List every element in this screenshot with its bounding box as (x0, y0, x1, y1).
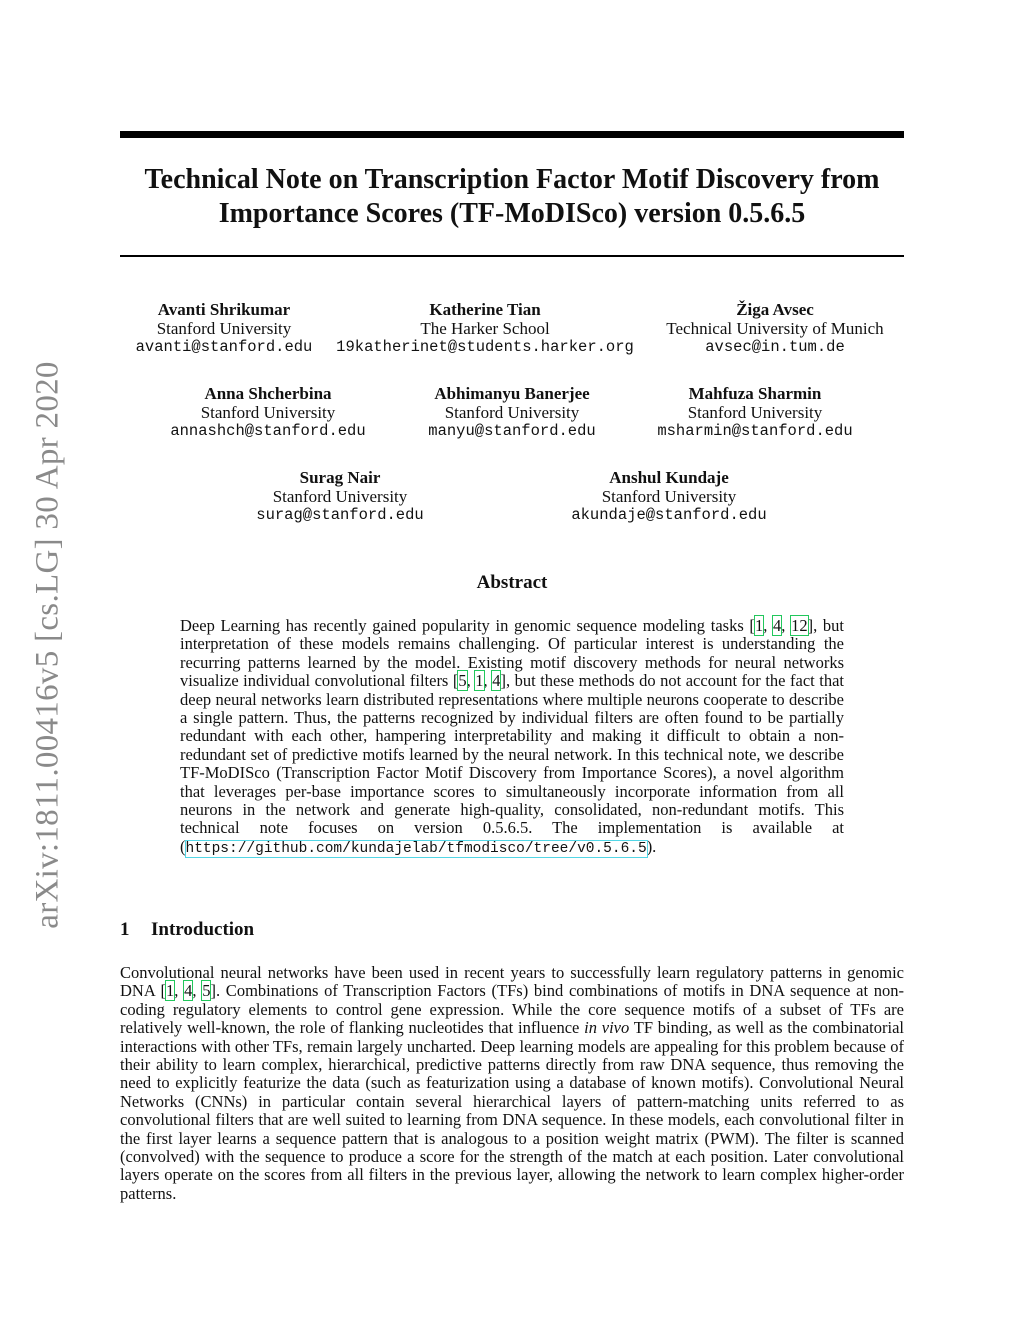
author-email[interactable]: annashch@stanford.edu (170, 422, 366, 440)
author-block (489, 468, 849, 525)
citation-link[interactable]: 1 (475, 671, 484, 691)
citation-separator: , (763, 616, 774, 635)
author-affiliation: Stanford University (272, 487, 408, 506)
author-affiliation: Stanford University (601, 487, 737, 506)
abstract-text-segment: ). (646, 836, 657, 856)
author-name: Katherine Tian (429, 300, 541, 319)
abstract-text-segment: Deep Learning has recently gained popularity in genomic sequence modeling tasks [ (180, 616, 755, 635)
author-email[interactable]: avanti@stanford.edu (135, 338, 313, 356)
citation-separator: , (483, 671, 493, 691)
author-email[interactable]: manyu@stanford.edu (428, 422, 596, 440)
author-name: Mahfuza Sharmin (688, 384, 822, 403)
author-affiliation: Technical University of Munich (666, 319, 884, 338)
author-name: Abhimanyu Banerjee (434, 384, 590, 403)
author-block (575, 384, 935, 441)
abstract-text-segment: ], but these methods do not account for the fact that deep neural networks learn distributed representations where multiple neurons cooperate to describe a single pattern. Thus, the patterns recognized by individual filters are often found to be partially redundant with each other, hampering interpretability and making it difficult to obtain a non-redundant set of predictive motifs learned by the neural network. In this technical note, we describe TF-MoDISco (Transcription Factor Motif Discovery from Importance Scores), a novel algorithm that leverages per-base importance scores to simultaneously incorporate information from all neurons in the network and generate high-quality, consolidated, non-redundant motifs. This technical note focuses on version 0.5.6.5. The implementation is available at ( (180, 671, 844, 856)
title-rule-top (120, 131, 904, 138)
citation-separator: , (466, 671, 476, 691)
author-name: Anna Shcherbina (204, 384, 332, 403)
abstract-text (180, 617, 844, 858)
section-number: 1 (120, 919, 130, 940)
author-affiliation: Stanford University (156, 319, 292, 338)
paper-title: Technical Note on Transcription Factor Motif Discovery from Importance Scores (TF-MoDISco) version 0.5.6.5 (144, 164, 880, 229)
author-name: Avanti Shrikumar (157, 300, 291, 319)
body-text-segment: ]. Combinations of Transcription Factors (TFs) bind combinations of motifs in DNA sequence at non-coding regulatory elements to control gene expression. While the core sequence motifs of a subset of TFs are relatively well-known, the role of flanking nucleotides that influence (120, 981, 905, 1038)
introduction-paragraph (120, 964, 904, 1203)
body-text-segment: TF binding, as well as the combinatorial interactions with other TFs, remain largely uncharted. Deep learning models are appealing for this problem because of their ability to learn complex, hierarchical, predictive patterns directly from raw DNA sequence, thus removing the need to explicitly featurize the data (such as featurization using a database of known motifs). Convolutional Neural Networks (CNNs) in particular contain several hierarchical layers of pattern-matching units referred to as convolutional filters that are well suited to learning from DNA sequence. In these models, each convolutional filter in the first layer learns a sequence pattern that is analogous to a position weight matrix (PWM). The filter is scanned (convolved) with the sequence to produce a score for the strength of the match at each position. Later convolutional layers operate on the scores from all filters in the previous layer, allowing the network to learn complex higher-order patterns. (120, 1018, 904, 1203)
citation-link[interactable]: 1 (754, 616, 764, 635)
title-rule-bottom (120, 255, 904, 257)
author-affiliation: Stanford University (687, 403, 823, 422)
citation-separator: , (781, 616, 792, 635)
author-name: Surag Nair (299, 468, 381, 487)
author-name: Žiga Avsec (736, 300, 814, 319)
implementation-url-link[interactable]: https://github.com/kundajelab/tfmodisco/tree/v0.5.6.5 (185, 840, 647, 857)
citation-separator: , (192, 981, 203, 1001)
author-name: Anshul Kundaje (609, 468, 729, 487)
arxiv-identifier: arXiv:1811.00416v5 [cs.LG] 30 Apr 2020 (29, 361, 66, 929)
citation-link[interactable]: 12 (791, 616, 808, 635)
citation-link[interactable]: 4 (773, 616, 782, 635)
author-block (595, 300, 955, 357)
author-email[interactable]: msharmin@stanford.edu (657, 422, 853, 440)
author-block (160, 468, 520, 525)
author-affiliation: Stanford University (444, 403, 580, 422)
section-heading (120, 919, 254, 941)
author-email[interactable]: akundaje@stanford.edu (571, 506, 767, 524)
citation-link[interactable]: 1 (166, 981, 175, 1001)
author-email[interactable]: surag@stanford.edu (256, 506, 424, 524)
abstract-text-segment: ], but interpretation of these models remains challenging. Of particular interest is understanding the recurring patterns learned by the model. Existing motif discovery methods for neural networks visualize individual convolutional filters [ (180, 616, 844, 691)
citation-link[interactable]: 5 (202, 981, 211, 1001)
section-title: Introduction (151, 919, 255, 940)
citation-link[interactable]: 4 (184, 981, 193, 1001)
abstract-heading: Abstract (476, 572, 548, 593)
italic-term: in vivo (584, 1018, 630, 1038)
citation-link[interactable]: 5 (458, 671, 467, 691)
citation-link[interactable]: 4 (492, 671, 501, 691)
author-email[interactable]: 19katherinet@students.harker.org (336, 338, 634, 356)
author-affiliation: The Harker School (420, 319, 550, 338)
citation-separator: , (174, 981, 185, 1001)
author-affiliation: Stanford University (200, 403, 336, 422)
body-text-segment: Convolutional neural networks have been used in recent years to successfully learn regulatory patterns in genomic DNA [ (120, 963, 904, 1001)
author-email[interactable]: avsec@in.tum.de (705, 338, 845, 356)
